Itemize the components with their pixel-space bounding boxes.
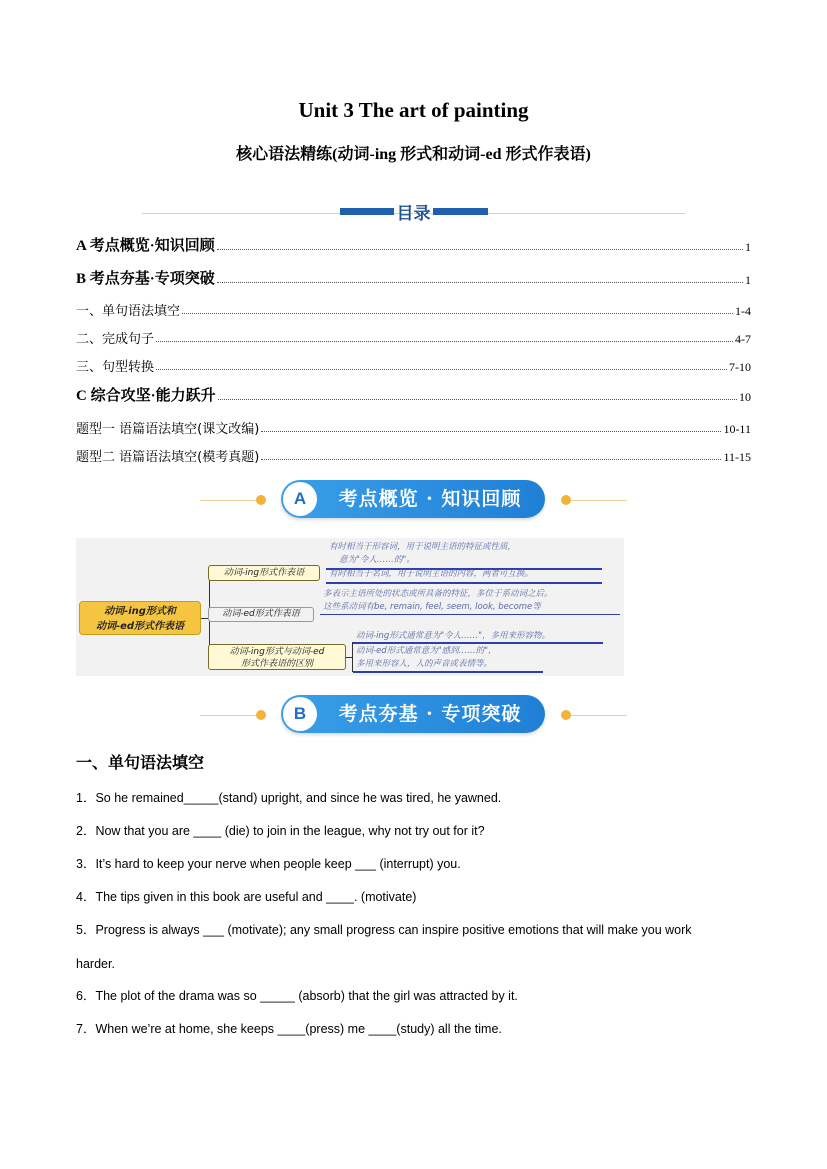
page-subtitle: 核心语法精练(动词-ing 形式和动词-ed 形式作表语) [236,146,591,163]
question-number: 1． [76,791,96,805]
section-banner-b [200,695,627,735]
toc-entry-page: 1 [745,273,751,287]
leaf-text: 有时相当于形容词，用于说明主语的特征或性质， [329,542,517,552]
banner-dot [256,495,266,505]
toc-entry[interactable] [76,325,751,347]
toc-leader [182,313,733,314]
question-item [76,855,756,873]
mind-map-branch: 动词-ing形式作表语 [208,565,320,581]
question-number: 2． [76,824,96,838]
toc-entry-page: 1 [745,240,751,254]
toc-entry-label: A 考点概览·知识回顾 [76,238,215,254]
toc-entry-page: 11-15 [723,450,751,464]
banner-letter: B [283,697,317,731]
mind-map-leaf [356,645,497,671]
mind-map-branch [208,644,346,670]
toc-entry[interactable] [76,383,751,405]
toc-leader [217,282,743,283]
toc-leader [261,431,721,432]
mind-map-leaf: 有时相当于名词，用于说明主语的内容，两者可互换。 [329,569,534,579]
mind-map-leaf: 动词-ing形式通常意为"令人……"，多用来形容物。 [356,631,551,641]
question-text: Now that you are ____ (die) to join in the league, why not try out for it? [95,824,485,838]
toc-entry[interactable] [76,233,751,255]
branch-text: 动词-ing形式与动词-ed [229,647,325,657]
toc-entry-label: 二、完成句子 [76,332,155,347]
question-text: The tips given in this book are useful and ____. (motivate) [95,890,417,904]
leaf-text: 这些系动词有be, remain, feel, seem, look, become等 [323,602,541,612]
toc-entry-page: 10 [739,390,751,404]
page-title: Unit 3 The art of painting [298,98,529,122]
question-item [76,921,756,939]
root-line: 动词-ing形式和 [104,606,176,617]
banner-dot [256,710,266,720]
mind-map-branch: 动词-ed形式作表语 [208,607,314,622]
banner-line [200,715,260,716]
banner-letter: A [283,482,317,516]
toc-leader [156,341,733,342]
toc-entry[interactable] [76,415,751,437]
question-number: 7． [76,1022,96,1036]
toc-entry-label: 一、单句语法填空 [76,304,181,319]
connector [352,642,353,672]
toc-entry[interactable] [76,443,751,465]
toc-entry[interactable] [76,297,751,319]
question-item [76,822,756,840]
leaf-underline [353,671,543,673]
question-item [76,987,756,1005]
question-text: It’s hard to keep your nerve when people keep ___ (interrupt) you. [95,857,461,871]
root-line: 动词-ed形式作表语 [95,621,185,632]
question-number: 3． [76,857,96,871]
question-number: 5． [76,923,96,937]
banner-line [200,500,260,501]
leaf-text: 动词-ed形式通常意为"感到……的"， [356,646,497,656]
toc-entry[interactable] [76,353,751,375]
branch-text: 形式作表语的区别 [240,659,313,669]
leaf-underline [320,614,620,615]
toc-entry-page: 1-4 [735,304,751,318]
leaf-text: 多用来形容人，人的声音或表情等。 [356,659,493,669]
question-text: So he remained_____(stand) upright, and since he was tired, he yawned. [95,791,502,805]
question-text: When we’re at home, she keeps ____(press) me ____(study) all the time. [95,1022,502,1036]
toc-entry-label: C 综合攻坚·能力跃升 [76,388,216,404]
question-text: The plot of the drama was so _____ (absorb) that the girl was attracted by it. [95,989,518,1003]
toc-entry[interactable] [76,266,751,288]
banner-dot [561,495,571,505]
toc-entry-page: 10-11 [723,422,751,436]
mind-map [76,538,624,676]
question-text: Progress is always ___ (motivate); any small progress can inspire positive emotions that will make you work [95,923,692,937]
leaf-text: 多表示主语所处的状态或所具备的特征，多位于系动词之后。 [323,589,553,599]
question-item [76,789,756,807]
question-continuation: harder. [76,957,115,971]
banner-line [567,715,627,716]
question-item [76,888,756,906]
mind-map-leaf [323,588,553,614]
banner-dot [561,710,571,720]
banner-text: 考点概览 · 知识回顾 [338,488,522,510]
question-number: 4． [76,890,96,904]
toc-entry-label: 三、句型转换 [76,360,155,375]
leaf-underline [353,642,603,644]
toc-heading: 目录 [396,204,431,224]
banner-text: 考点夯基 · 专项突破 [338,703,522,725]
toc-leader [217,249,743,250]
toc-bar-left [340,208,394,215]
banner-line [567,500,627,501]
toc-entry-page: 4-7 [735,332,751,346]
question-number: 6． [76,989,96,1003]
toc-bar-right [433,208,488,215]
toc-entry-page: 7-10 [729,360,751,374]
toc-entry-label: 题型二 语篇语法填空(模考真题) [76,450,260,465]
mind-map-root [79,601,201,635]
leaf-underline [326,582,602,584]
section-banner-a [200,480,627,520]
toc-leader [156,369,727,370]
toc-leader [261,459,721,460]
mind-map-leaf [329,541,516,567]
toc-leader [218,399,737,400]
leaf-text: 意为"令人……的"。 [339,555,415,565]
section-heading: 一、单句语法填空 [76,753,205,772]
question-item [76,1020,756,1038]
toc-entry-label: B 考点夯基·专项突破 [76,271,215,287]
toc-entry-label: 题型一 语篇语法填空(课文改编) [76,422,260,437]
